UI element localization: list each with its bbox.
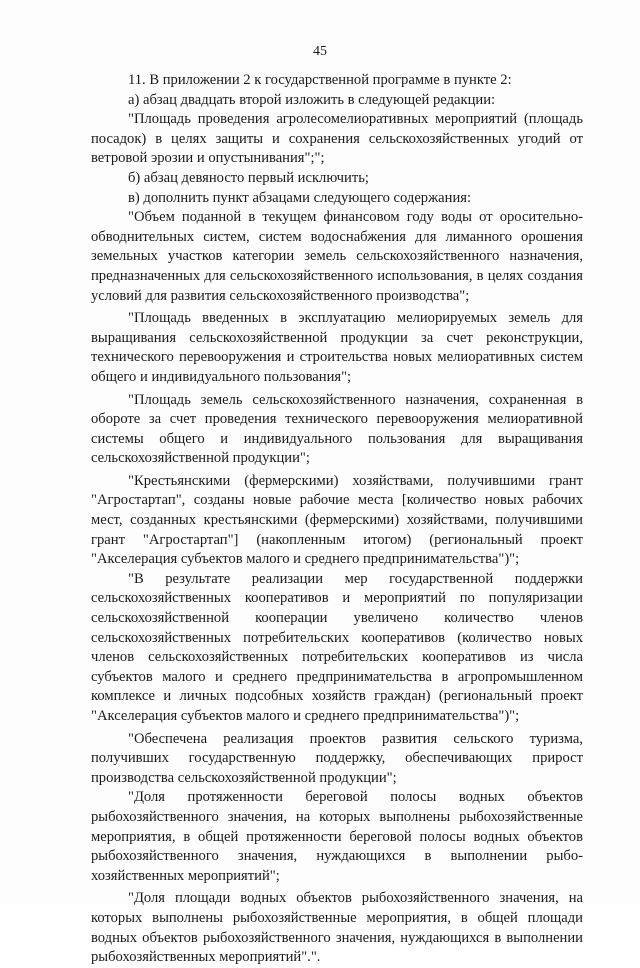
paragraph-subitem-b: б) абзац девяносто первый исключить;: [128, 169, 369, 186]
paragraph-subitem-a: а) абзац двадцать второй изложить в следующей редакции:: [128, 91, 496, 108]
paragraph-quote-reclaimed-area: "Площадь введенных в эксплуатацию мелиорируемых земель для выращивания сельскохозяйственной продукции за счет реконструкции, технического перевооружения и строительства новых мелиоративных систем общего и индивидуального пользования";: [91, 310, 583, 385]
paragraph-quote-water-volume: "Объем поданной в текущем финансовом году воды от оросительно-обводнительных систем, систем водоснабжения для лиманного орошения земельных участков категории земель сельскохозяйственного назначения, предназначенных для сельскохозяйственного использования, в целях создания условий для развития сельскохозяйственного производства";: [91, 209, 583, 304]
paragraph-quote-agrostartup-jobs: "Крестьянскими (фермерскими) хозяйствами, получившими грант "Агростартап", созданы новые рабочие места [количество новых рабочих мест, созданных крестьянскими (фермерскими) хозяйствами, получившими грант "Агростартап"] (накопленным итогом) (региональный проект "Акселерация субъектов малого и среднего предпринимательства")";: [91, 472, 583, 568]
page-number: 45: [313, 44, 327, 59]
paragraph-item-11: 11. В приложении 2 к государственной программе в пункте 2:: [128, 72, 512, 88]
paragraph-quote-rural-tourism: "Обеспечена реализация проектов развития сельского туризма, получивших государственную поддержку, обеспечивающих прирост производства сельскохозяйственной продукции";: [91, 730, 583, 786]
paragraph-subitem-v: в) дополнить пункт абзацами следующего содержания:: [128, 189, 472, 206]
paragraph-quote-shoreline-share: "Доля протяженности береговой полосы водных объектов рыбохозяйственного значения, на которых выполнены рыбохозяйственные мероприятия, в общей протяженности береговой полосы водных объектов рыбохозяйственного значения, нуждающихся в выполнении рыбо-хозяйственных мероприятий";: [91, 789, 583, 884]
paragraph-quote-cooperatives: "В результате реализации мер государственной поддержки сельскохозяйственных кооперативов и мероприятий по популяризации сельскохозяйственной кооперации увеличено количество членов сельскохозяйственных потребительских кооперативов (количество новых членов сельскохозяйственных потребительских кооперативов из числа субъектов малого и среднего предпринимательства в агропромышленном комплексе и личных подсобных хозяйств граждан) (региональный проект "Акселерация субъектов малого и среднего предпринимательства")";: [91, 570, 583, 724]
paragraph-quote-water-area-share: "Доля площади водных объектов рыбохозяйственного значения, на которых выполнены рыбохозяйственные мероприятия, в общей площади водных объектов рыбохозяйственного значения, нуждающихся в выполнении рыбохозяйственных мероприятий".".: [91, 890, 583, 966]
paragraph-quote-agroforestry: "Площадь проведения агролесомелиоративных мероприятий (площадь посадок) в целях защиты и сохранения сельскохозяйственных угодий от ветровой эрозии и опустынивания";";: [91, 111, 583, 167]
paragraph-quote-preserved-land: "Площадь земель сельскохозяйственного назначения, сохраненная в обороте за счет проведения технического перевооружения мелиоративной системы общего и индивидуального пользования для выращивания сельскохозяйственной продукции";: [91, 391, 583, 467]
document-body: [91, 71, 583, 968]
